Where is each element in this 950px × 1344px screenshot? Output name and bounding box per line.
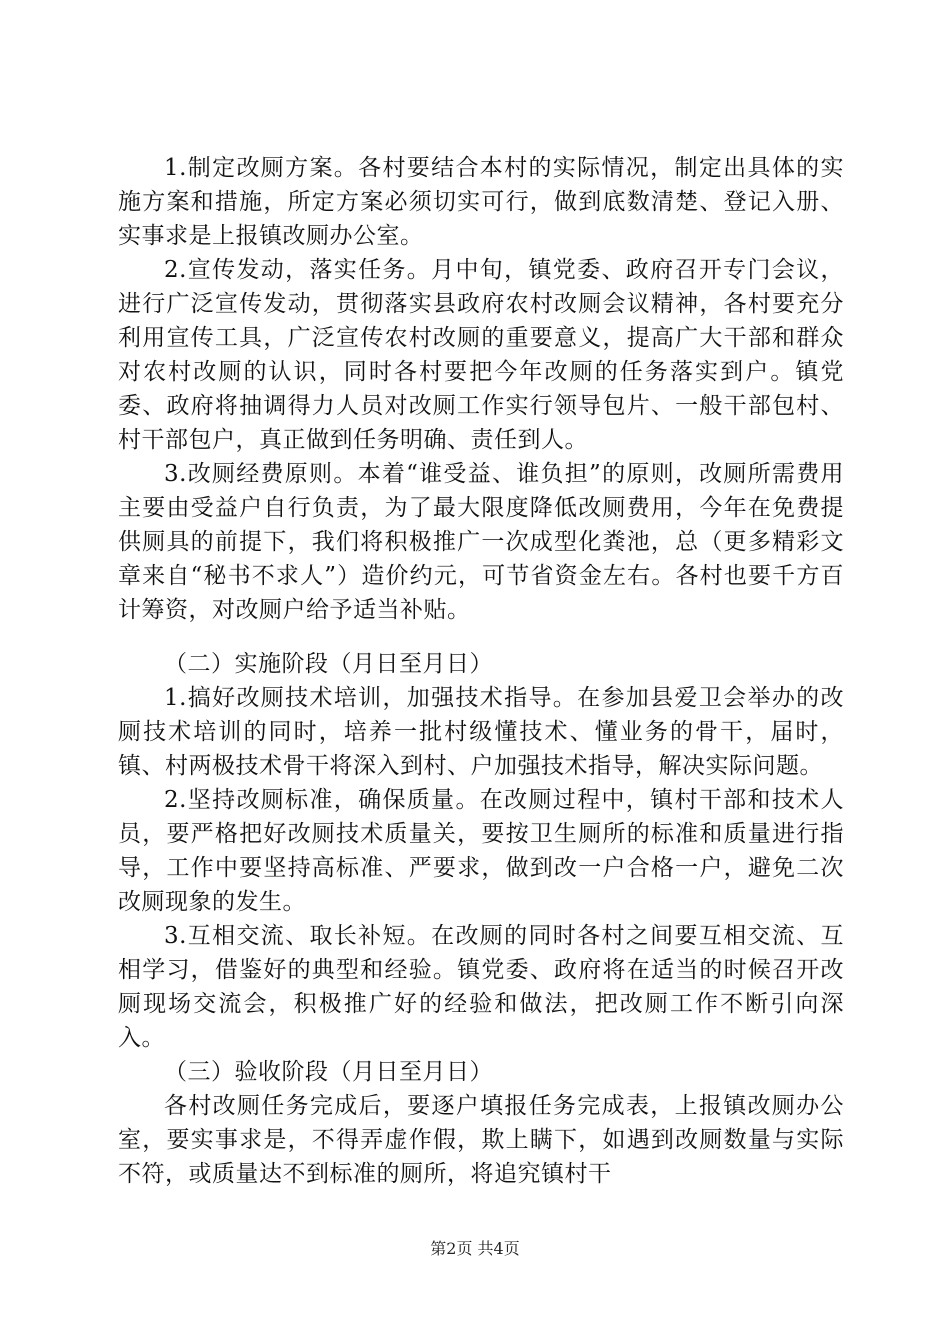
document-body bbox=[118, 151, 844, 1191]
paragraph-funding: 3.改厕经费原则。本着“谁受益、谁负担”的原则，改厕所需费用主要由受益户自行负责，为了最大限度降低改厕费用，今年在免费提供厕具的前提下，我们将积极推广一次成型化粪池，总（更多精彩文章来自“秘书不求人”）造价约元，可节省资金左右。各村也要千方百计筹资，对改厕户给予适当补贴。 bbox=[118, 461, 844, 623]
paragraph-standards: 2.坚持改厕标准，确保质量。在改厕过程中，镇村干部和技术人员，要严格把好改厕技术质量关，要按卫生厕所的标准和质量进行指导，工作中要坚持高标准、严要求，做到改一户合格一户，避免二次改厕现象的发生。 bbox=[118, 787, 844, 915]
paragraph-training: 1.搞好改厕技术培训，加强技术指导。在参加县爱卫会举办的改厕技术培训的同时，培养一批村级懂技术、懂业务的骨干，届时，镇、村两极技术骨干将深入到村、户加强技术指导，解决实际问题。 bbox=[118, 685, 844, 779]
paragraph-publicity: 2.宣传发动，落实任务。月中旬，镇党委、政府召开专门会议，进行广泛宣传发动，贯彻落实县政府农村改厕会议精神，各村要充分利用宣传工具，广泛宣传农村改厕的重要意义，提高广大干部和群众对农村改厕的认识，同时各村要把今年改厕的任务落实到户。镇党委、政府将抽调得力人员对改厕工作实行领导包片、一般干部包村、村干部包户，真正做到任务明确、责任到人。 bbox=[118, 257, 844, 453]
paragraph-acceptance: 各村改厕任务完成后，要逐户填报任务完成表，上报镇改厕办公室，要实事求是，不得弄虚作假，欺上瞒下，如遇到改厕数量与实际不符，或质量达不到标准的厕所，将追究镇村干 bbox=[118, 1093, 844, 1187]
paragraph-exchange: 3.互相交流、取长补短。在改厕的同时各村之间要互相交流、互相学习，借鉴好的典型和经验。镇党委、政府将在适当的时候召开改厕现场交流会，积极推广好的经验和做法，把改厕工作不断引向深入。 bbox=[118, 923, 844, 1051]
section-heading-acceptance: （三）验收阶段（月日至月日） bbox=[164, 1059, 493, 1085]
paragraph-plan: 1.制定改厕方案。各村要结合本村的实际情况，制定出具体的实施方案和措施，所定方案必须切实可行，做到底数清楚、登记入册、实事求是上报镇改厕办公室。 bbox=[118, 155, 844, 249]
section-heading-implementation: （二）实施阶段（月日至月日） bbox=[164, 651, 493, 677]
page-number-footer: 第2页 共4页 bbox=[430, 1239, 520, 1258]
